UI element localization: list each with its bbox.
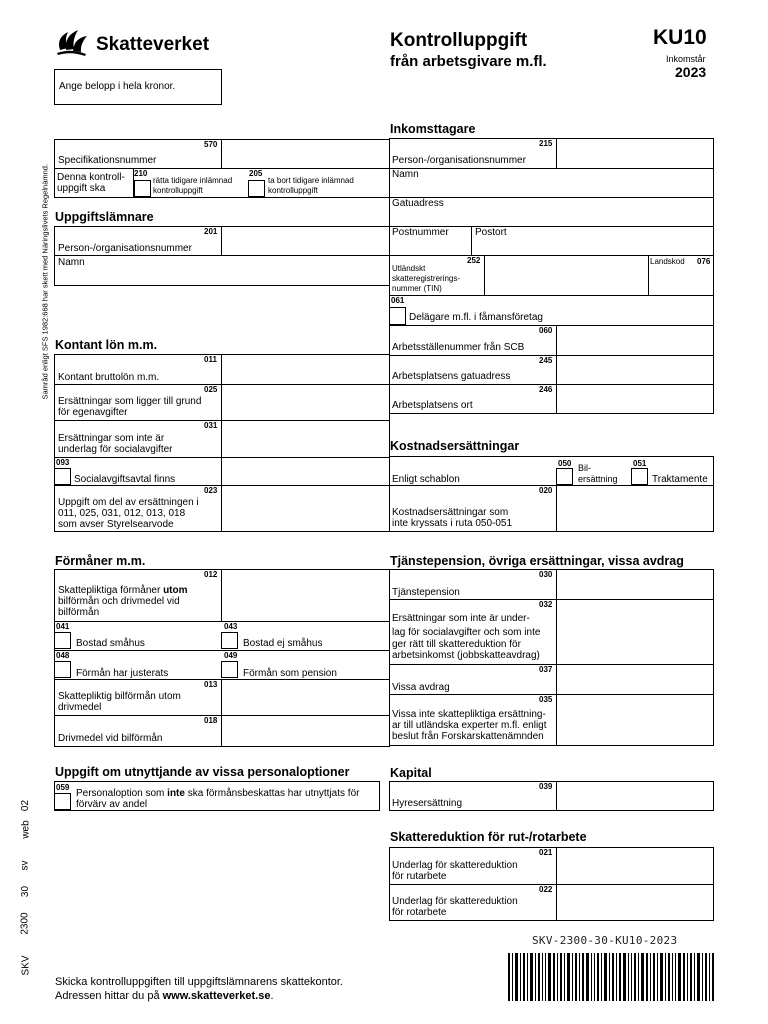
inkomsttagare-heading: Inkomsttagare — [390, 122, 476, 136]
lamnare-pnr-input[interactable] — [222, 227, 389, 254]
drivmedel-input[interactable] — [222, 716, 389, 746]
styrelsearvode-input[interactable] — [222, 486, 389, 531]
forman-justerats-checkbox[interactable] — [54, 661, 71, 678]
form-subtitle: från arbetsgivare m.fl. — [390, 53, 547, 70]
kontant-heading: Kontant lön m.m. — [55, 338, 158, 352]
tin-input[interactable] — [485, 256, 647, 294]
bostad-ej-smahus-checkbox[interactable] — [221, 632, 238, 649]
landskod-input[interactable] — [649, 267, 713, 294]
forskarskatt-input[interactable] — [557, 695, 713, 745]
kostnad-heading: Kostnadsersättningar — [390, 439, 520, 453]
form-id: KU10 — [653, 26, 707, 49]
uppgiftslamnare-heading: Uppgiftslämnare — [55, 210, 154, 224]
kapital-heading: Kapital — [390, 766, 432, 780]
postort-input[interactable] — [472, 239, 713, 254]
gatuadress-input[interactable] — [390, 210, 713, 225]
spec-input[interactable] — [222, 140, 389, 167]
tjanste-heading: Tjänstepension, övriga ersättningar, vissa avdrag — [390, 554, 684, 568]
rut-heading: Skattereduktion för rut-/rotarbete — [390, 830, 587, 844]
amount-note-box — [54, 69, 222, 105]
year-label: Inkomstår — [666, 54, 706, 64]
hyresersattning-input[interactable] — [557, 782, 713, 810]
optioner-heading: Uppgift om utnyttjande av vissa personaloptioner — [55, 765, 350, 779]
personaloption-checkbox[interactable] — [54, 793, 71, 810]
side-legal-text: Samråd enligt SFS 1982:668 har skett med Näringslivets Regelnämnd. — [40, 163, 50, 400]
rotarbete-input[interactable] — [557, 885, 713, 920]
egenavgifter-input[interactable] — [222, 385, 389, 419]
kontant-bruttolon-input[interactable] — [222, 355, 389, 383]
footer-line-1: Skicka kontrolluppgiften till uppgiftslämnarens skattekontor. — [55, 976, 343, 988]
form-side-code: SKV 2300 30 sv web 02 — [19, 799, 32, 976]
forman-pension-checkbox[interactable] — [221, 661, 238, 678]
ej-underlag-input[interactable] — [222, 421, 389, 456]
vissa-avdrag-input[interactable] — [557, 665, 713, 693]
formaner-input[interactable] — [222, 570, 389, 620]
bostad-smahus-checkbox[interactable] — [54, 632, 71, 649]
bilersattning-checkbox[interactable] — [556, 468, 573, 485]
inkomsttagare-pnr-input[interactable] — [557, 139, 713, 167]
barcode-text: SKV-2300-30-KU10-2023 — [532, 934, 678, 947]
footer-line-2: Adressen hittar du på www.skatteverket.se. — [55, 990, 274, 1002]
rutarbete-input[interactable] — [557, 848, 713, 883]
form-title: Kontrolluppgift — [390, 30, 528, 51]
amount-note: Ange belopp i hela kronor. — [59, 81, 176, 92]
barcode — [508, 953, 714, 1001]
arbetsplats-gatuadress-input[interactable] — [557, 356, 713, 383]
socialavgiftsavtal-checkbox[interactable] — [54, 468, 71, 485]
skatteverket-logo — [54, 24, 224, 60]
famansforetag-checkbox[interactable] — [389, 307, 406, 325]
arbetsstallenummer-input[interactable] — [557, 326, 713, 354]
inkomsttagare-namn-input[interactable] — [390, 180, 713, 196]
lamnare-namn-input[interactable] — [55, 269, 389, 285]
remove-checkbox[interactable] — [248, 180, 265, 197]
tjanstepension-input[interactable] — [557, 570, 713, 598]
formaner-heading: Förmåner m.m. — [55, 554, 146, 568]
arbetsplats-ort-input[interactable] — [557, 385, 713, 413]
kostnadsersattning-input[interactable] — [557, 486, 713, 531]
skatteverket-link[interactable]: www.skatteverket.se — [162, 990, 271, 1002]
correct-checkbox[interactable] — [134, 180, 151, 197]
logo-text: Skatteverket — [96, 34, 210, 55]
traktamente-checkbox[interactable] — [631, 468, 648, 485]
crown-logo-icon — [54, 24, 88, 56]
spec-label: Specifikationsnummer — [58, 155, 157, 166]
year-value: 2023 — [675, 64, 707, 80]
bilforman-input[interactable] — [222, 680, 389, 714]
postnummer-input[interactable] — [390, 239, 470, 254]
ej-jobbskatteavdrag-input[interactable] — [557, 600, 713, 663]
